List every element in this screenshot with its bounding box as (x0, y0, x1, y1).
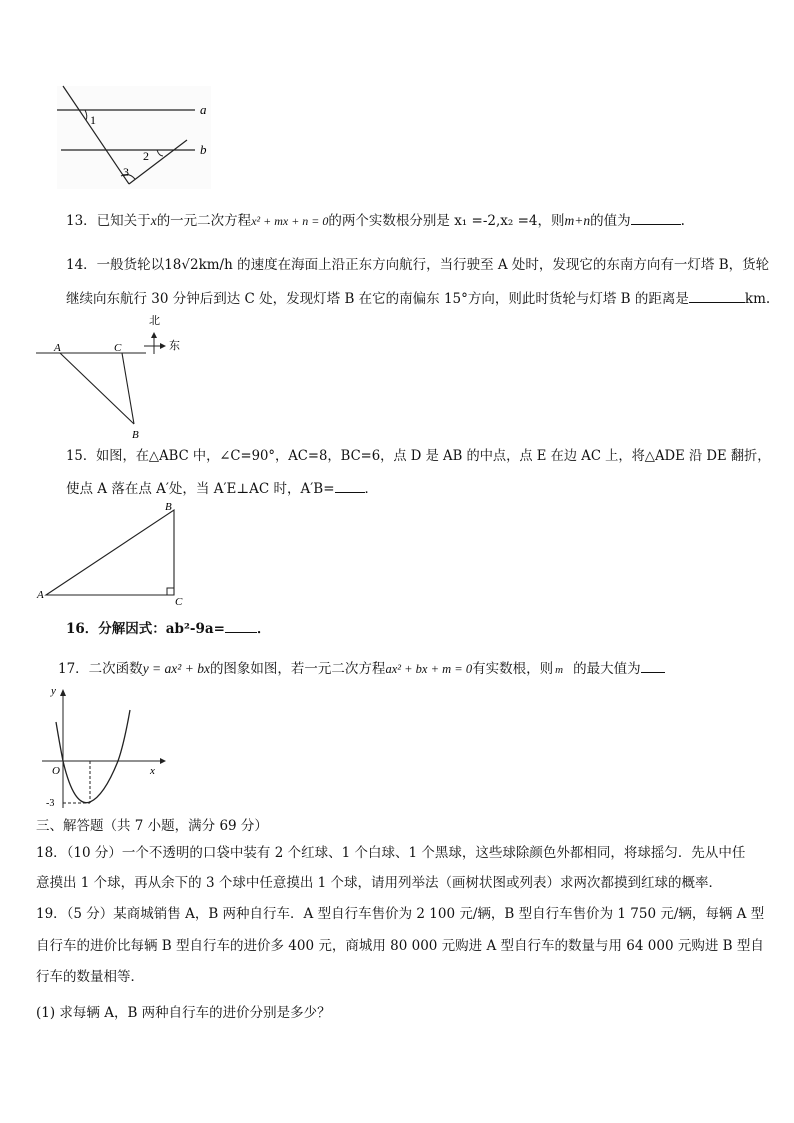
label-C: C (114, 342, 122, 354)
question-14-line2 (66, 290, 770, 308)
q18-line2: 意摸出 1 个球，再从余下的 3 个球中任意摸出 1 个球，请用列举法（画树状图或列表）求两次都摸到红球的概率． (36, 875, 723, 891)
q15-line1: 15．如图，在△ABC 中，∠C=90°，AC=8，BC=6，点 D 是 AB 的中点，点 E 在边 AC 上，将△ADE 沿 DE 翻折， (66, 448, 771, 464)
figure-ship-lighthouse (36, 312, 196, 442)
label-a: a (200, 102, 207, 117)
figure-parallel-lines (55, 84, 215, 192)
q14-prefix: 14．一般货轮以 (66, 257, 165, 273)
question-15-line2 (66, 480, 378, 498)
question-18-line2 (36, 874, 722, 892)
question-19-line1 (36, 905, 764, 923)
answer-blank[interactable] (225, 620, 257, 633)
q14-unit: km. (744, 291, 771, 307)
angle-1: 1 (90, 113, 96, 127)
question-14-line1 (66, 256, 769, 274)
question-16 (66, 620, 270, 638)
label-north: 北 (149, 315, 160, 327)
q17-function: y = ax² + bx (142, 661, 210, 676)
parabola-curve (56, 710, 130, 803)
label-A: A (37, 589, 44, 601)
q14-text1: km/h 的速度在海面上沿正东方向航行，当行驶至 A 处时，发现它的东南方向有一灯塔 B，货轮 (198, 257, 770, 273)
q13-equation: x² + mx + n = 0 (251, 214, 329, 228)
question-18-line1 (36, 844, 745, 862)
question-19-line2 (36, 937, 764, 955)
angle-3: 3 (123, 165, 129, 179)
label-minus3: -3 (46, 798, 55, 809)
q19-line3: 行车的数量相等． (36, 969, 144, 985)
q19-line1: 19．（5 分）某商城销售 A，B 两种自行车．A 型自行车售价为 2 100 元/辆，B 型自行车售价为 1 750 元/辆，每辆 A 型 (36, 906, 765, 922)
label-b: b (200, 142, 207, 157)
label-B: B (165, 501, 172, 513)
q14-line2: 继续向东航行 30 分钟后到达 C 处，发现灯塔 B 在它的南偏东 15°方向，则此时货轮与灯塔 B 的距离是 (66, 291, 689, 307)
q15-suffix: ． (364, 481, 379, 497)
q17-prefix: 17．二次函数 (58, 661, 143, 677)
q15-line2: 使点 A 落在点 A′处，当 A′E⊥AC 时，A′B= (66, 481, 335, 497)
label-y: y (51, 685, 56, 697)
q13-suffix: . (680, 213, 685, 229)
label-B: B (132, 429, 139, 441)
answer-blank[interactable] (641, 660, 665, 673)
section-heading (36, 817, 268, 835)
q18-line1: 18．（10 分）一个不透明的口袋中装有 2 个红球、1 个白球、1 个黑球，这些球除颜色外都相同，将球摇匀．先从中任 (36, 845, 746, 861)
question-13 (66, 212, 685, 230)
question-19-sub1 (36, 1004, 331, 1022)
q13-text2: 的两个实数根分别是 x₁ =-2,x₂ =4，则 (328, 213, 565, 229)
question-19-line3 (36, 968, 144, 986)
q14-speed: 18√2 (164, 257, 199, 273)
label-A: A (54, 342, 61, 354)
q17-text1: 的图象如图，若一元二次方程 (209, 661, 386, 677)
q17-var-m: m (555, 664, 564, 676)
answer-blank[interactable] (335, 480, 365, 493)
figure-right-triangle (34, 500, 194, 610)
angle-2: 2 (143, 149, 149, 163)
section3-heading: 三、解答题（共 7 小题，满分 69 分） (36, 818, 268, 834)
q19-sub1: (1) 求每辆 A，B 两种自行车的进价分别是多少？ (36, 1005, 331, 1021)
q13-var-x: x (150, 213, 157, 228)
figure-parabola (42, 684, 182, 812)
q13-prefix: 13．已知关于 (66, 213, 151, 229)
label-x: x (150, 765, 155, 777)
label-east: 东 (169, 340, 180, 352)
question-15-line1 (66, 447, 770, 465)
q13-text1: 的一元二次方程 (156, 213, 252, 229)
answer-blank[interactable] (689, 290, 745, 303)
q17-equation: ax² + bx + m = 0 (385, 662, 473, 676)
q13-text3: 的值为 (590, 213, 631, 229)
q13-mn: m+n (564, 213, 591, 228)
q17-text3: 的最大值为 (573, 661, 641, 677)
q19-line2: 自行车的进价比每辆 B 型自行车的进价多 400 元，商城用 80 000 元购进 A 型自行车的数量与用 64 000 元购进 B 型自 (36, 938, 764, 954)
question-17 (58, 660, 665, 679)
q16-suffix: ． (256, 621, 271, 637)
q16-text: 16．分解因式：ab²-9a= (66, 621, 225, 637)
answer-blank[interactable] (631, 212, 681, 225)
label-C: C (175, 596, 183, 608)
q17-text2: 有实数根，则 (472, 661, 554, 677)
label-origin: O (52, 765, 60, 777)
